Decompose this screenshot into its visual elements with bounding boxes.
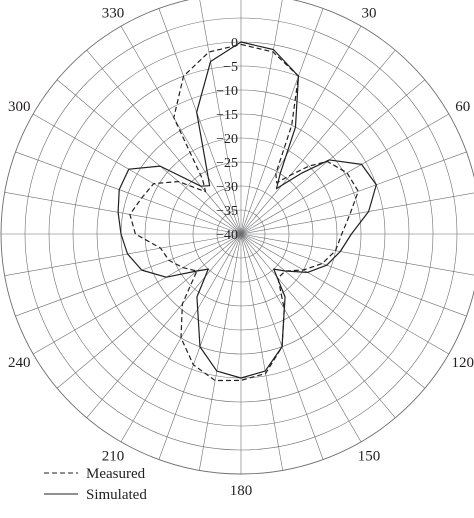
angle-tick-label: 120 bbox=[451, 355, 474, 371]
angle-tick-label: 300 bbox=[8, 99, 31, 115]
angle-tick-label: 330 bbox=[101, 5, 125, 22]
radial-tick-label: 0 bbox=[231, 36, 238, 51]
legend bbox=[44, 466, 147, 503]
grid-spoke-80 bbox=[241, 192, 474, 234]
grid-spoke-10 bbox=[241, 0, 283, 234]
angle-tick-label: 240 bbox=[8, 355, 31, 371]
legend-label-simulated: Simulated bbox=[86, 487, 147, 503]
angle-tick-label: 30 bbox=[361, 5, 377, 22]
angle-tick-label: 210 bbox=[101, 448, 125, 465]
angle-tick-label: 60 bbox=[455, 99, 471, 115]
radial-tick-label: −25 bbox=[216, 156, 238, 171]
radial-tick-label: −10 bbox=[216, 84, 238, 99]
legend-label-measured: Measured bbox=[86, 466, 146, 482]
angle-tick-label: 150 bbox=[357, 448, 381, 465]
radial-tick-label: −5 bbox=[223, 60, 238, 75]
radial-tick-label: −35 bbox=[216, 204, 238, 219]
radial-tick-label: −30 bbox=[216, 180, 238, 195]
radial-tick-label: −20 bbox=[216, 132, 238, 147]
series-line-simulated bbox=[118, 42, 376, 378]
radial-tick-label: −15 bbox=[216, 108, 238, 123]
angle-tick-label: 180 bbox=[229, 483, 253, 499]
radial-tick-label: −40 bbox=[216, 228, 238, 243]
